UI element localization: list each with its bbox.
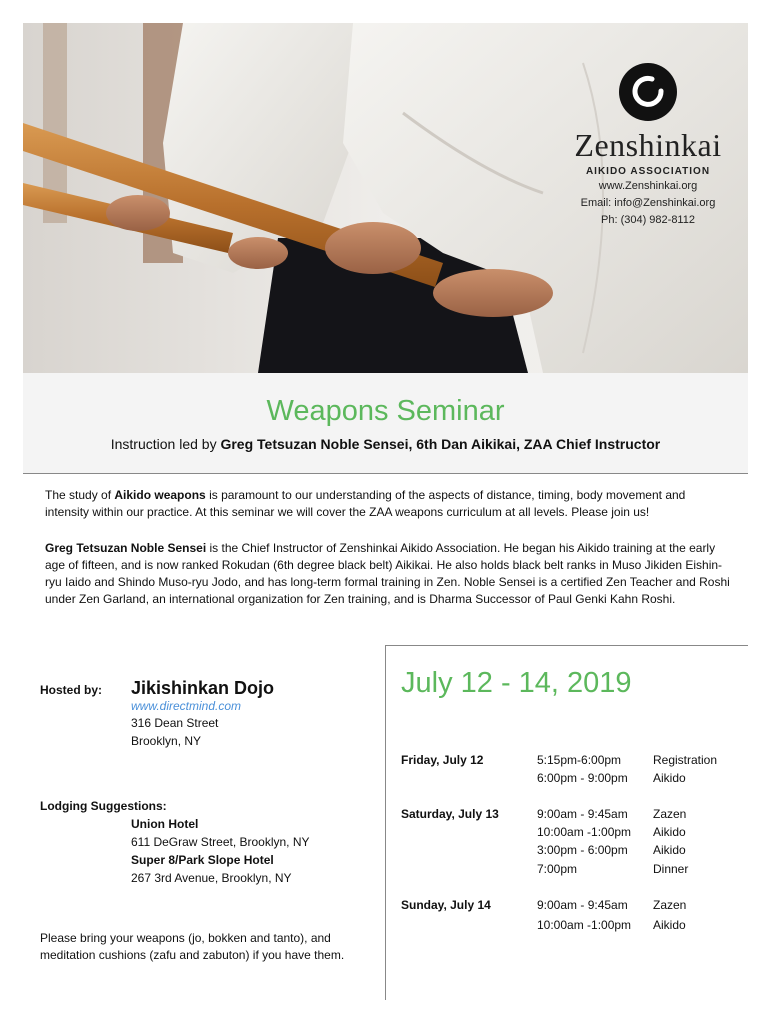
schedule-time: 3:00pm - 6:00pm (537, 843, 628, 857)
email-link[interactable]: Email: info@Zenshinkai.org (580, 197, 716, 209)
intro-text: The study of (45, 488, 115, 502)
bio-paragraph (45, 540, 730, 608)
schedule-time: 9:00am - 9:45am (537, 807, 628, 821)
schedule-time: 10:00am -1:00pm (537, 825, 632, 839)
brand-name: Zenshinkai (574, 127, 722, 163)
schedule-time: 5:15pm-6:00pm (537, 753, 622, 767)
schedule-activity: Aikido (653, 843, 686, 857)
bio-name: Greg Tetsuzan Noble Sensei (45, 541, 207, 555)
schedule-day: Friday, July 12 (401, 753, 484, 767)
logo-block (553, 63, 743, 177)
column-divider (385, 645, 386, 1000)
schedule-time: 6:00pm - 9:00pm (537, 771, 628, 785)
intro-emphasis: Aikido weapons (114, 488, 206, 502)
instructor-prefix: Instruction led by (110, 436, 221, 452)
intro-paragraph (45, 487, 730, 521)
hotel-address: 267 3rd Avenue, Brooklyn, NY (131, 871, 292, 885)
intro-text: is paramount to our understanding of the aspects of distance, timing, body movement and intensity within our practice. At this seminar we will cover the ZAA weapons curriculum at all levels. Please join us! (45, 488, 686, 519)
website-link[interactable]: www.Zenshinkai.org (598, 180, 698, 192)
schedule-day: Saturday, July 13 (401, 807, 499, 821)
schedule-time: 9:00am - 9:45am (537, 898, 628, 912)
lodging-label: Lodging Suggestions: (40, 799, 167, 813)
schedule-activity: Aikido (653, 771, 686, 785)
schedule-time: 10:00am -1:00pm (537, 918, 632, 932)
instructor-name: Greg Tetsuzan Noble Sensei, 6th Dan Aikikai, ZAA Chief Instructor (220, 436, 661, 452)
dojo-street: 316 Dean Street (131, 716, 219, 730)
bring-items-note: Please bring your weapons (jo, bokken and tanto), and meditation cushions (zafu and zabuton) if you have them. (40, 931, 345, 962)
instructor-line (23, 436, 748, 452)
contact-info (553, 178, 743, 229)
seminar-dates: July 12 - 14, 2019 (401, 667, 632, 699)
enso-logo-icon (619, 63, 677, 121)
schedule-activity: Zazen (653, 898, 687, 912)
page-title: Weapons Seminar (266, 395, 505, 427)
hosted-by-label: Hosted by: (40, 683, 103, 697)
dojo-website-link[interactable]: www.directmind.com (131, 699, 242, 713)
hero-photo (23, 23, 748, 373)
schedule-activity: Aikido (653, 825, 686, 839)
title-band (23, 373, 748, 473)
schedule-activity: Registration (653, 753, 718, 767)
hotel-address: 611 DeGraw Street, Brooklyn, NY (131, 835, 310, 849)
hotel-name: Super 8/Park Slope Hotel (131, 853, 274, 867)
schedule-activity: Aikido (653, 918, 686, 932)
schedule-day: Sunday, July 14 (401, 898, 491, 912)
schedule-time: 7:00pm (537, 862, 578, 876)
hotel-name: Union Hotel (131, 817, 199, 831)
divider (385, 645, 748, 646)
dojo-city: Brooklyn, NY (131, 734, 202, 748)
bio-text: is the Chief Instructor of Zenshinkai Aikido Association. He began his Aikido training at the early age of fifteen, and is now ranked Rokudan (6th degree black belt) Aikikai. He also holds black belt ranks in Muso Jikiden Eishin-ryu Iaido and Shindo Muso-ryu Jodo, and has long-term formal training in Zen. Noble Sensei is a certified Zen Teacher and Roshi under Zen Garland, an international organization for Zen training, and is Dharma Successor of Paul Genki Kahn Roshi. (45, 541, 730, 606)
phone-number: Ph: (304) 982-8112 (601, 214, 695, 226)
brand-subtitle: AIKIDO ASSOCIATION (585, 166, 711, 177)
divider (23, 473, 748, 474)
schedule-activity: Dinner (653, 862, 689, 876)
schedule-activity: Zazen (653, 807, 687, 821)
dojo-name: Jikishinkan Dojo (131, 678, 275, 698)
